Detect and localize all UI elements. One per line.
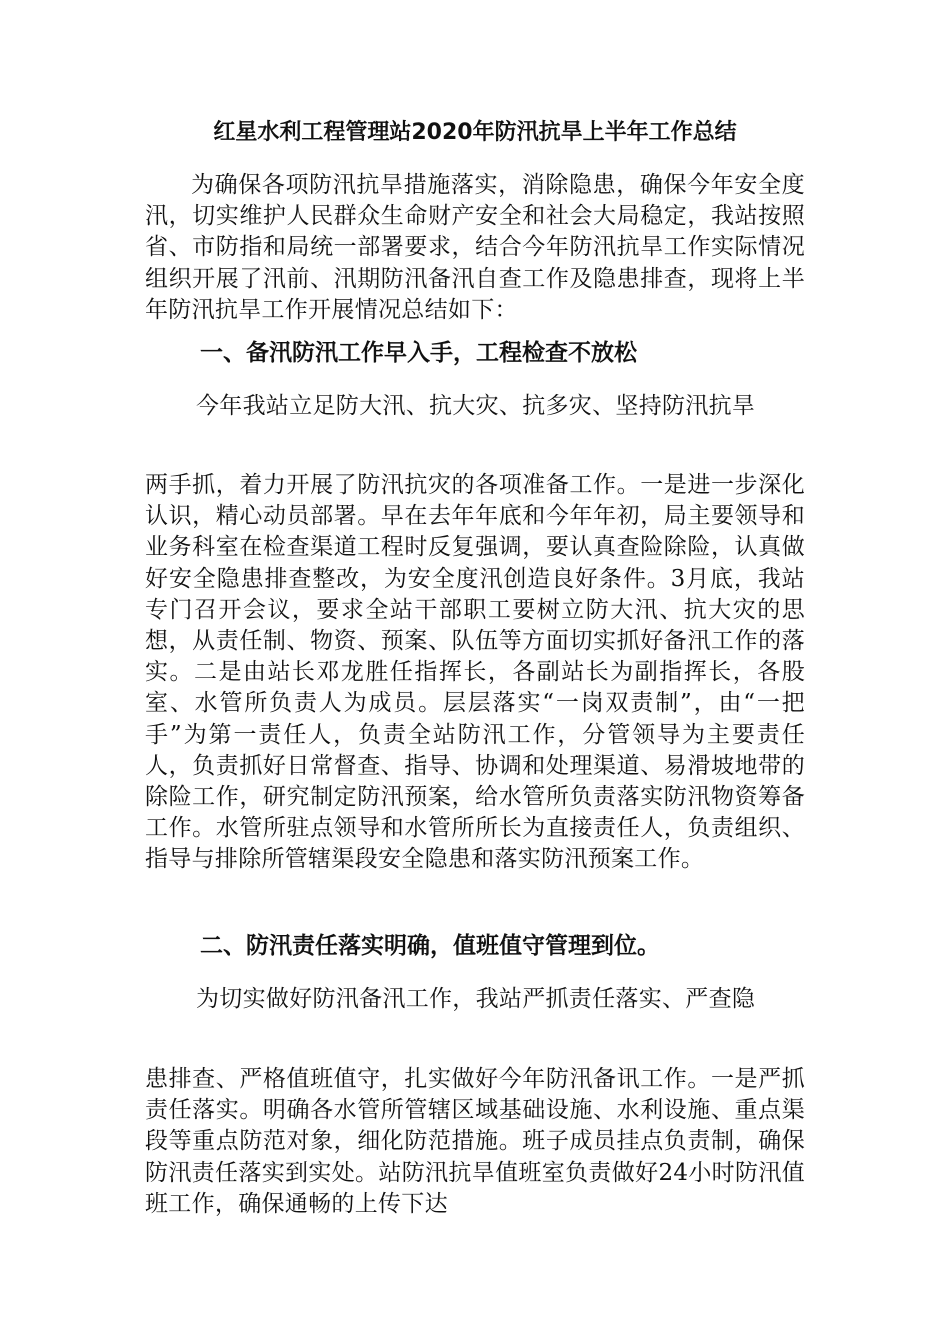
document-title: 红星水利工程管理站2020年防汛抗旱上半年工作总结: [213, 120, 737, 145]
section1-heading: 一、备汛防汛工作早入手，工程检查不放松: [200, 340, 637, 366]
section1-body: 两手抓，着力开展了防汛抗灾的各项准备工作。一是进一步深化认识，精心动员部署。早在去年年底和今年年初，局主要领导和业务科室在检查渠道工程时反复强调，要认真查险除险，认真做好安全隐患排查整改，为安全度汛创造良好条件。3月底，我站专门召开会议，要求全站干部职工要树立防大汛、抗大灾的思想，从责任制、物资、预案、队伍等方面切实抓好备汛工作的落实。二是由站长邓龙胜任指挥长，各副站长为副指挥长，各股室、水管所负责人为成员。层层落实“一岗双责制”，由“一把手”为第一责任人，负责全站防汛工作，分管领导为主要责任人，负责抓好日常督查、指导、协调和处理渠道、易滑坡地带的除险工作，研究制定防汛预案，给水管所负责落实防汛物资筹备工作。水管所驻点领导和水管所所长为直接责任人，负责组织、指导与排除所管辖渠段安全隐患和落实防汛预案工作。: [145, 472, 805, 873]
section2-heading: 二、防汛责任落实明确，值班值守管理到位。: [200, 933, 660, 959]
section1-lead: 今年我站立足防大汛、抗大灾、抗多灾、坚持防汛抗旱: [196, 393, 756, 419]
section2-body: 患排查、严格值班值守，扎实做好今年防汛备讯工作。一是严抓责任落实。明确各水管所管辖区域基础设施、水利设施、重点渠段等重点防范对象，细化防范措施。班子成员挂点负责制，确保防汛责任落实到实处。站防汛抗旱值班室负责做好24小时防汛值班工作，确保通畅的上传下达: [145, 1066, 805, 1217]
intro-paragraph: 为确保各项防汛抗旱措施落实，消除隐患，确保今年安全度汛，切实维护人民群众生命财产安全和社会大局稳定，我站按照省、市防指和局统一部署要求，结合今年防汛抗旱工作实际情况组织开展了汛前、汛期防汛备汛自查工作及隐患排查，现将上半年防汛抗旱工作开展情况总结如下：: [145, 172, 805, 323]
section2-lead: 为切实做好防汛备汛工作，我站严抓责任落实、严查隐: [196, 986, 756, 1012]
